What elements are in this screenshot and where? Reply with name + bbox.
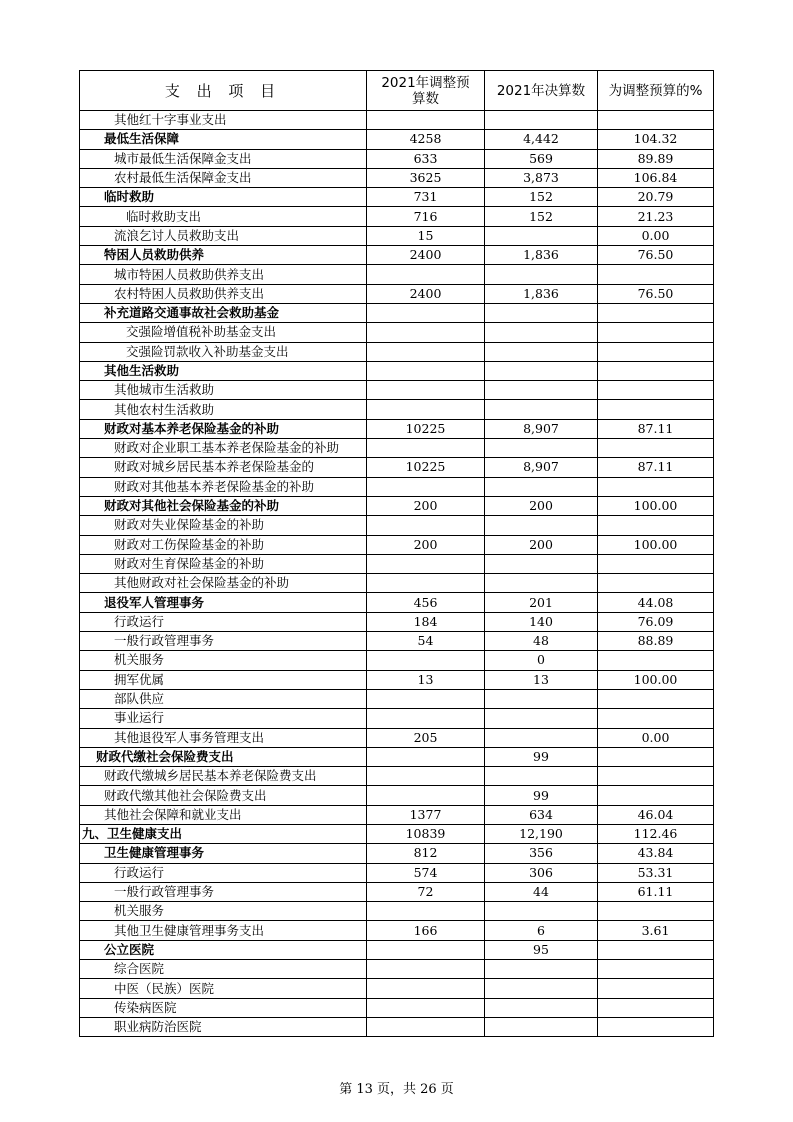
row-percent: 89.89 <box>598 149 714 168</box>
table-row <box>80 400 714 419</box>
row-actual: 140 <box>485 612 598 631</box>
table-row <box>80 439 714 458</box>
row-percent: 76.50 <box>598 284 714 303</box>
row-budget <box>367 516 485 535</box>
table-row <box>80 284 714 303</box>
row-label: 城市特困人员救助供养支出 <box>80 265 367 284</box>
row-actual: 201 <box>485 593 598 612</box>
row-actual <box>485 439 598 458</box>
row-budget: 54 <box>367 632 485 651</box>
row-actual <box>485 709 598 728</box>
header-budget: 2021年调整预算数 <box>367 71 485 111</box>
row-actual: 99 <box>485 786 598 805</box>
row-budget <box>367 574 485 593</box>
row-label: 其他生活救助 <box>80 361 367 380</box>
row-percent <box>598 786 714 805</box>
row-percent <box>598 940 714 959</box>
table-row <box>80 265 714 284</box>
row-budget: 3625 <box>367 168 485 187</box>
row-budget: 2400 <box>367 284 485 303</box>
row-budget: 205 <box>367 728 485 747</box>
row-label: 其他红十字事业支出 <box>80 111 367 130</box>
row-percent: 76.50 <box>598 246 714 265</box>
row-budget <box>367 651 485 670</box>
row-actual <box>485 342 598 361</box>
row-percent: 53.31 <box>598 863 714 882</box>
table-row <box>80 824 714 843</box>
row-budget: 2400 <box>367 246 485 265</box>
row-label: 其他社会保障和就业支出 <box>80 805 367 824</box>
table-row <box>80 303 714 322</box>
row-percent: 21.23 <box>598 207 714 226</box>
row-percent <box>598 998 714 1017</box>
row-label: 其他退役军人事务管理支出 <box>80 728 367 747</box>
row-label: 财政对失业保险基金的补助 <box>80 516 367 535</box>
row-actual: 3,873 <box>485 168 598 187</box>
row-percent <box>598 747 714 766</box>
table-row <box>80 207 714 226</box>
row-percent: 87.11 <box>598 419 714 438</box>
row-label: 财政对其他社会保险基金的补助 <box>80 496 367 515</box>
row-budget <box>367 342 485 361</box>
row-percent <box>598 574 714 593</box>
table-row <box>80 728 714 747</box>
row-actual: 306 <box>485 863 598 882</box>
table-row <box>80 940 714 959</box>
row-label: 机关服务 <box>80 651 367 670</box>
header-item: 支 出 项 目 <box>80 71 367 111</box>
row-actual <box>485 111 598 130</box>
row-percent <box>598 303 714 322</box>
row-actual <box>485 979 598 998</box>
row-percent <box>598 1017 714 1036</box>
row-percent <box>598 111 714 130</box>
row-actual: 200 <box>485 496 598 515</box>
row-label: 最低生活保障 <box>80 130 367 149</box>
row-actual: 1,836 <box>485 246 598 265</box>
row-budget <box>367 303 485 322</box>
header-actual: 2021年决算数 <box>485 71 598 111</box>
table-row <box>80 516 714 535</box>
table-row <box>80 651 714 670</box>
header-percent: 为调整预算的% <box>598 71 714 111</box>
row-percent: 100.00 <box>598 496 714 515</box>
row-label: 机关服务 <box>80 902 367 921</box>
row-actual <box>485 265 598 284</box>
row-label: 其他卫生健康管理事务支出 <box>80 921 367 940</box>
row-percent: 112.46 <box>598 824 714 843</box>
row-label: 财政对城乡居民基本养老保险基金的 <box>80 458 367 477</box>
row-percent <box>598 902 714 921</box>
table-body <box>80 111 714 1037</box>
table-row <box>80 844 714 863</box>
expenditure-table <box>79 70 714 1037</box>
row-actual: 152 <box>485 188 598 207</box>
table-row <box>80 593 714 612</box>
row-label: 流浪乞讨人员救助支出 <box>80 226 367 245</box>
table-row <box>80 226 714 245</box>
row-label: 临时救助支出 <box>80 207 367 226</box>
row-label: 行政运行 <box>80 612 367 631</box>
row-percent <box>598 709 714 728</box>
row-budget: 10225 <box>367 419 485 438</box>
row-budget <box>367 111 485 130</box>
row-percent <box>598 361 714 380</box>
row-budget <box>367 554 485 573</box>
row-label: 九、卫生健康支出 <box>80 824 367 843</box>
row-percent: 0.00 <box>598 226 714 245</box>
row-percent: 44.08 <box>598 593 714 612</box>
table-row <box>80 496 714 515</box>
table-row <box>80 921 714 940</box>
row-actual: 95 <box>485 940 598 959</box>
table-row <box>80 882 714 901</box>
row-budget <box>367 709 485 728</box>
row-label: 财政对生育保险基金的补助 <box>80 554 367 573</box>
row-budget: 574 <box>367 863 485 882</box>
table-row <box>80 149 714 168</box>
table-row <box>80 323 714 342</box>
row-actual: 0 <box>485 651 598 670</box>
row-budget <box>367 979 485 998</box>
row-label: 公立医院 <box>80 940 367 959</box>
row-budget: 1377 <box>367 805 485 824</box>
row-actual: 1,836 <box>485 284 598 303</box>
row-percent <box>598 516 714 535</box>
table-row <box>80 902 714 921</box>
row-actual: 634 <box>485 805 598 824</box>
row-budget: 812 <box>367 844 485 863</box>
row-label: 农村特困人员救助供养支出 <box>80 284 367 303</box>
row-label: 补充道路交通事故社会救助基金 <box>80 303 367 322</box>
row-actual: 356 <box>485 844 598 863</box>
row-actual <box>485 323 598 342</box>
row-percent <box>598 400 714 419</box>
row-label: 财政对其他基本养老保险基金的补助 <box>80 477 367 496</box>
row-label: 退役军人管理事务 <box>80 593 367 612</box>
row-label: 中医（民族）医院 <box>80 979 367 998</box>
row-actual: 13 <box>485 670 598 689</box>
table-row <box>80 554 714 573</box>
row-label: 一般行政管理事务 <box>80 882 367 901</box>
row-percent: 61.11 <box>598 882 714 901</box>
row-actual: 8,907 <box>485 458 598 477</box>
table-row <box>80 1017 714 1036</box>
row-actual <box>485 303 598 322</box>
table-row <box>80 767 714 786</box>
row-actual <box>485 767 598 786</box>
row-percent <box>598 265 714 284</box>
row-percent: 46.04 <box>598 805 714 824</box>
table-row <box>80 361 714 380</box>
row-label: 特困人员救助供养 <box>80 246 367 265</box>
row-budget <box>367 381 485 400</box>
row-label: 卫生健康管理事务 <box>80 844 367 863</box>
table-row <box>80 863 714 882</box>
row-budget <box>367 689 485 708</box>
row-actual <box>485 998 598 1017</box>
row-budget <box>367 439 485 458</box>
row-budget: 731 <box>367 188 485 207</box>
row-label: 交强险罚款收入补助基金支出 <box>80 342 367 361</box>
row-label: 事业运行 <box>80 709 367 728</box>
row-budget: 15 <box>367 226 485 245</box>
row-label: 财政对企业职工基本养老保险基金的补助 <box>80 439 367 458</box>
row-label: 职业病防治医院 <box>80 1017 367 1036</box>
row-percent: 20.79 <box>598 188 714 207</box>
row-budget: 10839 <box>367 824 485 843</box>
table-row <box>80 458 714 477</box>
row-label: 部队供应 <box>80 689 367 708</box>
row-budget <box>367 786 485 805</box>
table-row <box>80 574 714 593</box>
row-budget <box>367 960 485 979</box>
row-label: 拥军优属 <box>80 670 367 689</box>
row-budget <box>367 477 485 496</box>
row-actual <box>485 960 598 979</box>
row-budget: 4258 <box>367 130 485 149</box>
row-actual <box>485 902 598 921</box>
row-actual <box>485 728 598 747</box>
row-percent <box>598 554 714 573</box>
row-percent: 87.11 <box>598 458 714 477</box>
row-budget: 166 <box>367 921 485 940</box>
row-label: 其他农村生活救助 <box>80 400 367 419</box>
table-row <box>80 130 714 149</box>
table-row <box>80 419 714 438</box>
row-actual: 152 <box>485 207 598 226</box>
row-budget <box>367 747 485 766</box>
row-label: 财政代缴社会保险费支出 <box>80 747 367 766</box>
table-row <box>80 246 714 265</box>
table-row <box>80 168 714 187</box>
table-row <box>80 709 714 728</box>
row-label: 财政对基本养老保险基金的补助 <box>80 419 367 438</box>
row-budget <box>367 323 485 342</box>
table-row <box>80 188 714 207</box>
table-row <box>80 670 714 689</box>
row-actual <box>485 1017 598 1036</box>
row-actual: 44 <box>485 882 598 901</box>
page-footer: 第 13 页，共 26 页 <box>339 1082 454 1097</box>
row-budget: 10225 <box>367 458 485 477</box>
row-actual <box>485 477 598 496</box>
row-percent <box>598 689 714 708</box>
row-actual <box>485 381 598 400</box>
row-label: 农村最低生活保障金支出 <box>80 168 367 187</box>
row-actual <box>485 400 598 419</box>
row-percent: 100.00 <box>598 670 714 689</box>
row-label: 财政对工伤保险基金的补助 <box>80 535 367 554</box>
row-budget: 200 <box>367 496 485 515</box>
row-percent <box>598 342 714 361</box>
row-label: 一般行政管理事务 <box>80 632 367 651</box>
row-actual: 6 <box>485 921 598 940</box>
row-label: 其他财政对社会保险基金的补助 <box>80 574 367 593</box>
row-label: 财政代缴城乡居民基本养老保险费支出 <box>80 767 367 786</box>
row-percent <box>598 477 714 496</box>
row-actual <box>485 689 598 708</box>
row-percent <box>598 651 714 670</box>
table-row <box>80 960 714 979</box>
row-budget: 200 <box>367 535 485 554</box>
row-label: 传染病医院 <box>80 998 367 1017</box>
table-row <box>80 111 714 130</box>
row-percent <box>598 960 714 979</box>
row-label: 临时救助 <box>80 188 367 207</box>
table-row <box>80 612 714 631</box>
row-budget: 633 <box>367 149 485 168</box>
row-actual: 12,190 <box>485 824 598 843</box>
table-row <box>80 381 714 400</box>
row-budget <box>367 767 485 786</box>
row-percent: 0.00 <box>598 728 714 747</box>
row-actual: 569 <box>485 149 598 168</box>
row-percent: 106.84 <box>598 168 714 187</box>
row-budget: 456 <box>367 593 485 612</box>
row-percent: 76.09 <box>598 612 714 631</box>
table-row <box>80 632 714 651</box>
table-row <box>80 747 714 766</box>
row-budget <box>367 902 485 921</box>
row-actual: 99 <box>485 747 598 766</box>
row-label: 财政代缴其他社会保险费支出 <box>80 786 367 805</box>
table-row <box>80 342 714 361</box>
row-actual: 200 <box>485 535 598 554</box>
row-percent: 3.61 <box>598 921 714 940</box>
row-actual <box>485 516 598 535</box>
row-label: 综合医院 <box>80 960 367 979</box>
row-percent: 104.32 <box>598 130 714 149</box>
row-actual: 4,442 <box>485 130 598 149</box>
row-actual <box>485 361 598 380</box>
row-budget <box>367 265 485 284</box>
row-actual: 48 <box>485 632 598 651</box>
row-label: 交强险增值税补助基金支出 <box>80 323 367 342</box>
table-row <box>80 998 714 1017</box>
row-actual: 8,907 <box>485 419 598 438</box>
row-budget: 13 <box>367 670 485 689</box>
table-row <box>80 786 714 805</box>
table-row <box>80 979 714 998</box>
table-row <box>80 689 714 708</box>
table-row <box>80 535 714 554</box>
row-budget <box>367 361 485 380</box>
row-budget: 72 <box>367 882 485 901</box>
row-budget <box>367 940 485 959</box>
row-percent <box>598 381 714 400</box>
row-percent: 100.00 <box>598 535 714 554</box>
row-label: 其他城市生活救助 <box>80 381 367 400</box>
row-actual <box>485 574 598 593</box>
row-actual <box>485 554 598 573</box>
row-label: 行政运行 <box>80 863 367 882</box>
row-actual <box>485 226 598 245</box>
table-header-row <box>80 71 714 111</box>
row-percent <box>598 767 714 786</box>
row-percent: 43.84 <box>598 844 714 863</box>
row-budget <box>367 1017 485 1036</box>
row-percent <box>598 439 714 458</box>
row-budget <box>367 400 485 419</box>
row-percent: 88.89 <box>598 632 714 651</box>
row-percent <box>598 323 714 342</box>
row-percent <box>598 979 714 998</box>
row-label: 城市最低生活保障金支出 <box>80 149 367 168</box>
table-row <box>80 477 714 496</box>
row-budget <box>367 998 485 1017</box>
row-budget: 716 <box>367 207 485 226</box>
row-budget: 184 <box>367 612 485 631</box>
table-row <box>80 805 714 824</box>
